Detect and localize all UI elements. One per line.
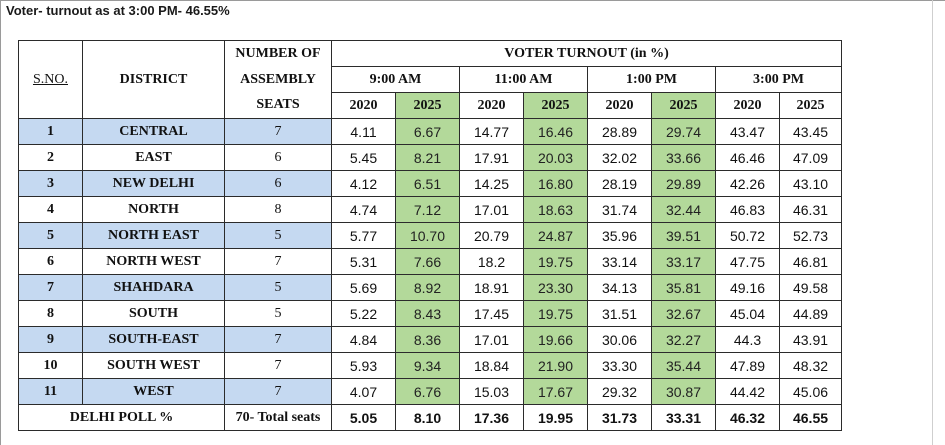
turnout-11am-2020: 18.2	[460, 249, 524, 275]
turnout-9am-2025: 10.70	[396, 223, 460, 249]
total-label: DELHI POLL %	[19, 405, 225, 431]
turnout-1pm-2020: 31.74	[588, 197, 652, 223]
row-seats: 5	[225, 275, 332, 301]
turnout-1pm-2025: 32.27	[652, 327, 716, 353]
total-9am-2025: 8.10	[396, 405, 460, 431]
row-sno: 7	[19, 275, 83, 301]
row-sno: 8	[19, 301, 83, 327]
turnout-1pm-2025: 29.89	[652, 171, 716, 197]
row-seats: 7	[225, 327, 332, 353]
total-11am-2025: 19.95	[524, 405, 588, 431]
turnout-3pm-2025: 46.81	[780, 249, 842, 275]
row-sno: 5	[19, 223, 83, 249]
top-border	[0, 0, 945, 1]
row-sno: 3	[19, 171, 83, 197]
turnout-1pm-2025: 29.74	[652, 119, 716, 145]
turnout-3pm-2020: 44.42	[716, 379, 780, 405]
table-row	[19, 249, 842, 275]
row-district: SHAHDARA	[83, 275, 225, 301]
turnout-1pm-2025: 39.51	[652, 223, 716, 249]
row-district: WEST	[83, 379, 225, 405]
turnout-3pm-2025: 52.73	[780, 223, 842, 249]
turnout-1pm-2025: 30.87	[652, 379, 716, 405]
time-header-9am: 9:00 AM	[332, 67, 460, 93]
table-row	[19, 197, 842, 223]
voter-turnout-header: VOTER TURNOUT (in %)	[332, 41, 842, 67]
turnout-3pm-2025: 48.32	[780, 353, 842, 379]
turnout-11am-2020: 17.01	[460, 327, 524, 353]
turnout-3pm-2020: 45.04	[716, 301, 780, 327]
row-district: SOUTH-EAST	[83, 327, 225, 353]
time-header-11am: 11:00 AM	[460, 67, 588, 93]
turnout-9am-2020: 4.84	[332, 327, 396, 353]
table-row	[19, 301, 842, 327]
table-row	[19, 327, 842, 353]
turnout-1pm-2020: 34.13	[588, 275, 652, 301]
table-row	[19, 379, 842, 405]
turnout-3pm-2025: 46.31	[780, 197, 842, 223]
turnout-9am-2020: 5.93	[332, 353, 396, 379]
row-district: SOUTH	[83, 301, 225, 327]
turnout-11am-2025: 24.87	[524, 223, 588, 249]
voter-turnout-table	[18, 40, 842, 431]
year-header-2025: 2025	[396, 93, 460, 119]
turnout-3pm-2025: 47.09	[780, 145, 842, 171]
turnout-1pm-2020: 35.96	[588, 223, 652, 249]
row-seats: 7	[225, 353, 332, 379]
turnout-1pm-2025: 33.17	[652, 249, 716, 275]
table-row	[19, 145, 842, 171]
total-seats: 70- Total seats	[225, 405, 332, 431]
row-sno: 9	[19, 327, 83, 353]
year-header-2025: 2025	[652, 93, 716, 119]
row-seats: 7	[225, 379, 332, 405]
turnout-9am-2025: 8.36	[396, 327, 460, 353]
total-1pm-2025: 33.31	[652, 405, 716, 431]
turnout-1pm-2020: 29.32	[588, 379, 652, 405]
year-header-2020: 2020	[716, 93, 780, 119]
total-3pm-2020: 46.32	[716, 405, 780, 431]
turnout-1pm-2020: 28.89	[588, 119, 652, 145]
row-sno: 6	[19, 249, 83, 275]
turnout-11am-2020: 17.91	[460, 145, 524, 171]
turnout-11am-2020: 14.77	[460, 119, 524, 145]
turnout-1pm-2025: 32.44	[652, 197, 716, 223]
time-header-1pm: 1:00 PM	[588, 67, 716, 93]
row-district: NEW DELHI	[83, 171, 225, 197]
total-11am-2020: 17.36	[460, 405, 524, 431]
left-border	[0, 0, 1, 445]
table-row	[19, 353, 842, 379]
turnout-9am-2025: 8.43	[396, 301, 460, 327]
turnout-3pm-2025: 43.91	[780, 327, 842, 353]
turnout-11am-2020: 18.84	[460, 353, 524, 379]
row-seats: 6	[225, 145, 332, 171]
turnout-3pm-2020: 47.89	[716, 353, 780, 379]
total-9am-2020: 5.05	[332, 405, 396, 431]
turnout-11am-2025: 18.63	[524, 197, 588, 223]
district-header: DISTRICT	[83, 41, 225, 119]
table-body	[19, 119, 842, 405]
right-border	[932, 0, 933, 445]
row-district: EAST	[83, 145, 225, 171]
row-seats: 5	[225, 223, 332, 249]
turnout-9am-2020: 5.69	[332, 275, 396, 301]
year-header-2020: 2020	[588, 93, 652, 119]
turnout-11am-2020: 14.25	[460, 171, 524, 197]
turnout-11am-2020: 17.45	[460, 301, 524, 327]
row-sno: 2	[19, 145, 83, 171]
year-header-2025: 2025	[780, 93, 842, 119]
turnout-1pm-2020: 33.30	[588, 353, 652, 379]
turnout-11am-2025: 23.30	[524, 275, 588, 301]
turnout-11am-2020: 18.91	[460, 275, 524, 301]
row-seats: 6	[225, 171, 332, 197]
turnout-11am-2025: 16.80	[524, 171, 588, 197]
turnout-9am-2025: 9.34	[396, 353, 460, 379]
turnout-9am-2020: 4.74	[332, 197, 396, 223]
turnout-9am-2025: 7.12	[396, 197, 460, 223]
turnout-11am-2025: 20.03	[524, 145, 588, 171]
year-header-2020: 2020	[332, 93, 396, 119]
turnout-3pm-2025: 45.06	[780, 379, 842, 405]
turnout-9am-2025: 8.21	[396, 145, 460, 171]
turnout-3pm-2025: 49.58	[780, 275, 842, 301]
turnout-3pm-2020: 42.26	[716, 171, 780, 197]
turnout-9am-2025: 6.76	[396, 379, 460, 405]
seats-header-line3: SEATS	[225, 93, 332, 119]
turnout-9am-2025: 6.67	[396, 119, 460, 145]
turnout-11am-2020: 20.79	[460, 223, 524, 249]
row-sno: 11	[19, 379, 83, 405]
year-header-2025: 2025	[524, 93, 588, 119]
row-sno: 10	[19, 353, 83, 379]
turnout-9am-2025: 6.51	[396, 171, 460, 197]
turnout-11am-2025: 19.66	[524, 327, 588, 353]
turnout-3pm-2025: 44.89	[780, 301, 842, 327]
turnout-9am-2020: 4.12	[332, 171, 396, 197]
turnout-9am-2025: 7.66	[396, 249, 460, 275]
turnout-3pm-2020: 46.46	[716, 145, 780, 171]
turnout-11am-2025: 19.75	[524, 301, 588, 327]
turnout-1pm-2025: 35.81	[652, 275, 716, 301]
turnout-1pm-2025: 33.66	[652, 145, 716, 171]
turnout-3pm-2020: 44.3	[716, 327, 780, 353]
turnout-3pm-2020: 46.83	[716, 197, 780, 223]
seats-header-line1: NUMBER OF	[225, 41, 332, 67]
turnout-3pm-2020: 47.75	[716, 249, 780, 275]
turnout-11am-2025: 21.90	[524, 353, 588, 379]
turnout-11am-2025: 19.75	[524, 249, 588, 275]
turnout-1pm-2020: 32.02	[588, 145, 652, 171]
turnout-3pm-2020: 50.72	[716, 223, 780, 249]
row-seats: 7	[225, 119, 332, 145]
row-seats: 5	[225, 301, 332, 327]
row-sno: 4	[19, 197, 83, 223]
turnout-9am-2025: 8.92	[396, 275, 460, 301]
turnout-1pm-2025: 35.44	[652, 353, 716, 379]
turnout-9am-2020: 5.31	[332, 249, 396, 275]
year-header-2020: 2020	[460, 93, 524, 119]
table-row	[19, 275, 842, 301]
turnout-1pm-2025: 32.67	[652, 301, 716, 327]
turnout-3pm-2025: 43.45	[780, 119, 842, 145]
turnout-9am-2020: 4.11	[332, 119, 396, 145]
seats-header-line2: ASSEMBLY	[225, 67, 332, 93]
total-row	[19, 405, 842, 431]
total-3pm-2025: 46.55	[780, 405, 842, 431]
row-seats: 7	[225, 249, 332, 275]
turnout-9am-2020: 4.07	[332, 379, 396, 405]
sno-header[interactable]: S.NO.	[19, 41, 83, 119]
turnout-11am-2025: 16.46	[524, 119, 588, 145]
turnout-11am-2020: 15.03	[460, 379, 524, 405]
row-district: NORTH EAST	[83, 223, 225, 249]
turnout-1pm-2020: 30.06	[588, 327, 652, 353]
turnout-3pm-2025: 43.10	[780, 171, 842, 197]
turnout-1pm-2020: 31.51	[588, 301, 652, 327]
turnout-3pm-2020: 49.16	[716, 275, 780, 301]
turnout-9am-2020: 5.22	[332, 301, 396, 327]
row-district: NORTH WEST	[83, 249, 225, 275]
turnout-11am-2020: 17.01	[460, 197, 524, 223]
header-row-1	[19, 41, 842, 67]
table-row	[19, 119, 842, 145]
row-district: CENTRAL	[83, 119, 225, 145]
row-district: NORTH	[83, 197, 225, 223]
page-heading: Voter- turnout as at 3:00 PM- 46.55%	[6, 3, 230, 18]
row-seats: 8	[225, 197, 332, 223]
row-district: SOUTH WEST	[83, 353, 225, 379]
table-row	[19, 171, 842, 197]
turnout-1pm-2020: 28.19	[588, 171, 652, 197]
turnout-3pm-2020: 43.47	[716, 119, 780, 145]
row-sno: 1	[19, 119, 83, 145]
turnout-9am-2020: 5.77	[332, 223, 396, 249]
turnout-1pm-2020: 33.14	[588, 249, 652, 275]
total-1pm-2020: 31.73	[588, 405, 652, 431]
turnout-11am-2025: 17.67	[524, 379, 588, 405]
time-header-3pm: 3:00 PM	[716, 67, 842, 93]
turnout-9am-2020: 5.45	[332, 145, 396, 171]
table-row	[19, 223, 842, 249]
